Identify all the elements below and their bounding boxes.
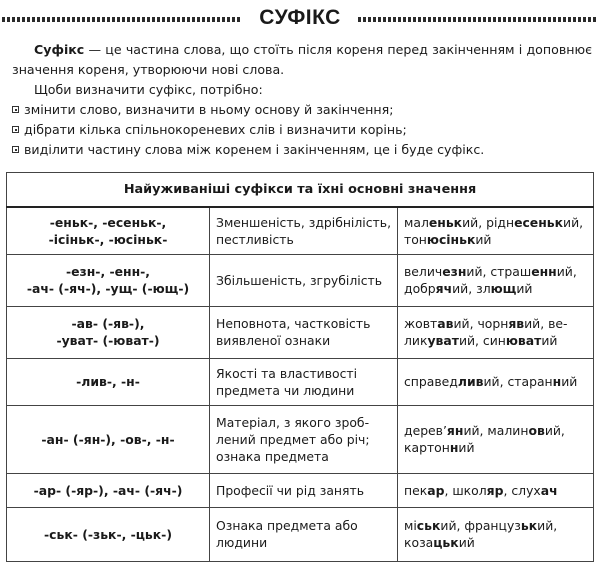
examples-cell [398,254,594,306]
table-row [7,507,594,561]
suffix-highlight: ющ [490,281,517,296]
table-row [7,473,594,507]
word-part: лик [404,333,428,348]
word-part: ий [541,333,558,348]
word-part: ий, страш [466,264,532,279]
intro-section [12,40,592,160]
word-part: ий, зл [452,281,491,296]
suffix-highlight: ян [446,423,464,438]
word-part: добр [404,281,436,296]
suffix-text: -ар- (-яр-), -ач- (-яч-) [33,482,183,498]
steps-list [12,100,592,160]
suffix-highlight: есеньк [514,214,564,230]
meaning-text: Професії чи рід занять [216,482,364,498]
examples-cell [398,358,594,405]
word-part: ий [516,281,533,296]
suffix-highlight: н [449,440,459,455]
word-part: ий, ве- [524,316,568,331]
suffix-highlight: н [552,374,562,389]
table-row [7,254,594,306]
suffix-highlight: цьк [433,535,459,550]
examples-line [404,439,587,456]
suffix-text: -ав- (-яв-), [71,316,145,331]
word-part: ий, [537,518,558,533]
word-part: ий [475,231,492,247]
table-row [7,306,594,358]
meaning-text: Ознака предмета або [216,518,358,533]
word-part: жовт [404,316,438,331]
examples-line [404,534,587,551]
word-part: коза [404,535,434,550]
steps-lead: Щоби визначити суфікс, потрібно: [34,82,263,97]
suffix-highlight: енн [531,264,557,279]
word-part: ий, [544,423,565,438]
suffix-highlight: яч [435,281,453,296]
definition-text: — це частина слова, що стоїть після кореня перед закінченням і доповнює значення кореня, утворюючи нові слова. [12,42,592,77]
suffix-highlight: уват [427,333,459,348]
suffix-highlight: ов [528,423,545,438]
examples-line [404,280,587,297]
square-bullet-icon [12,106,19,113]
suffix-highlight: лив [457,374,484,389]
suffix-highlight: ач [540,482,558,498]
meaning-cell [210,207,398,254]
list-item [12,100,592,120]
meaning-text: Якості та властивості [216,365,358,381]
suffix-highlight: юват [505,333,542,348]
examples-line [404,263,587,280]
examples-cell [398,207,594,254]
word-part: мал [404,214,429,230]
suffix-text: -езн-, -енн-, [66,264,150,279]
suffix-highlight: ьк [520,518,538,533]
word-part: мі [404,518,417,533]
page-title: СУФІКС [259,6,341,29]
examples-line [404,422,587,439]
suffix-highlight: еньк [428,214,463,230]
word-part: тон [404,231,427,247]
suffix-cell [7,306,210,358]
word-part: велич [404,264,443,279]
suffix-text: -еньк-, -есеньк-, [49,214,167,230]
list-item [12,120,592,140]
word-part: ий, [556,264,577,279]
meaning-text: пестливість [216,231,294,247]
word-part: ий, француз [440,518,521,533]
suffix-text: -ач- (-яч-), -ущ- (-ющ-) [26,281,190,296]
suffix-text: -ан- (-ян-), -ов-, -н- [41,431,175,447]
examples-line [404,315,587,332]
title-rule-right [358,17,598,22]
meaning-text: Збільшеність, згрубілість [216,272,383,288]
word-part: , школ [444,482,487,498]
step-text: виділити частину слова між коренем і закінченням, це і буде суфікс. [24,142,485,157]
word-part: ий, [563,214,584,230]
examples-cell [398,473,594,507]
word-part: ий [561,374,578,389]
examples-line [404,231,587,248]
word-part: картон [404,440,450,455]
square-bullet-icon [12,146,19,153]
suffix-cell [7,207,210,254]
title-bar [0,6,600,32]
word-part: , слух [503,482,541,498]
table-row [7,207,594,254]
word-part: ий, чорн [453,316,509,331]
suffix-highlight: юсіньк [426,231,476,247]
examples-line [404,214,587,231]
meaning-cell [210,405,398,473]
suffix-highlight: яр [486,482,504,498]
examples-line [404,332,587,349]
suffix-highlight: ар [427,482,445,498]
word-part: пек [404,482,428,498]
word-part: ий [458,535,475,550]
definition-paragraph [12,40,592,80]
meaning-text: людини [216,535,268,550]
suffix-highlight: ськ [416,518,441,533]
suffix-text: -ськ- (-зьк-, -цьк-) [44,526,172,542]
word-part: ий, старан [483,374,553,389]
suffix-highlight: яв [508,316,525,331]
suffix-table [6,172,594,562]
meaning-cell [210,358,398,405]
meaning-text: Зменшеність, здрібнілість, [216,214,392,230]
word-part: ий, малин [463,423,529,438]
meaning-text: лений предмет або річ; [216,431,370,447]
suffix-text: -ісіньк-, -юсіньк- [48,231,168,247]
suffix-highlight: ав [437,316,454,331]
meaning-text: ознака предмета [216,448,329,464]
meaning-text: предмета чи людини [216,382,355,398]
table-body [7,207,594,561]
examples-cell [398,405,594,473]
meaning-text: Неповнота, частковість [216,316,371,331]
definition-term: Суфікс [34,42,85,57]
suffix-cell [7,358,210,405]
title-rule-left [2,17,242,22]
list-item [12,140,592,160]
examples-cell [398,306,594,358]
word-part: ий, рідн [462,214,515,230]
meaning-cell [210,507,398,561]
suffix-highlight: езн [442,264,467,279]
meaning-text: виявленої ознаки [216,333,331,348]
examples-line [404,373,587,390]
examples-cell [398,507,594,561]
table-header-row [7,173,594,208]
examples-line [404,482,587,499]
table-row [7,358,594,405]
suffix-cell [7,405,210,473]
suffix-cell [7,473,210,507]
table-caption: Найуживаніші суфікси та їхні основні значення [7,173,594,208]
examples-line [404,517,587,534]
word-part: дерев’ [404,423,447,438]
suffix-text: -уват- (-юват-) [56,333,160,348]
table-row [7,405,594,473]
step-text: змінити слово, визначити в ньому основу й закінчення; [24,102,394,117]
suffix-text: -лив-, -н- [76,374,140,389]
suffix-cell [7,507,210,561]
word-part: справед [404,374,458,389]
meaning-cell [210,306,398,358]
meaning-text: Матеріал, з якого зроб- [216,414,370,430]
suffix-cell [7,254,210,306]
step-text: дібрати кілька спільнокореневих слів і визначити корінь; [24,122,407,137]
meaning-cell [210,473,398,507]
word-part: ий [458,440,475,455]
word-part: ий, син [458,333,506,348]
meaning-cell [210,254,398,306]
square-bullet-icon [12,126,19,133]
